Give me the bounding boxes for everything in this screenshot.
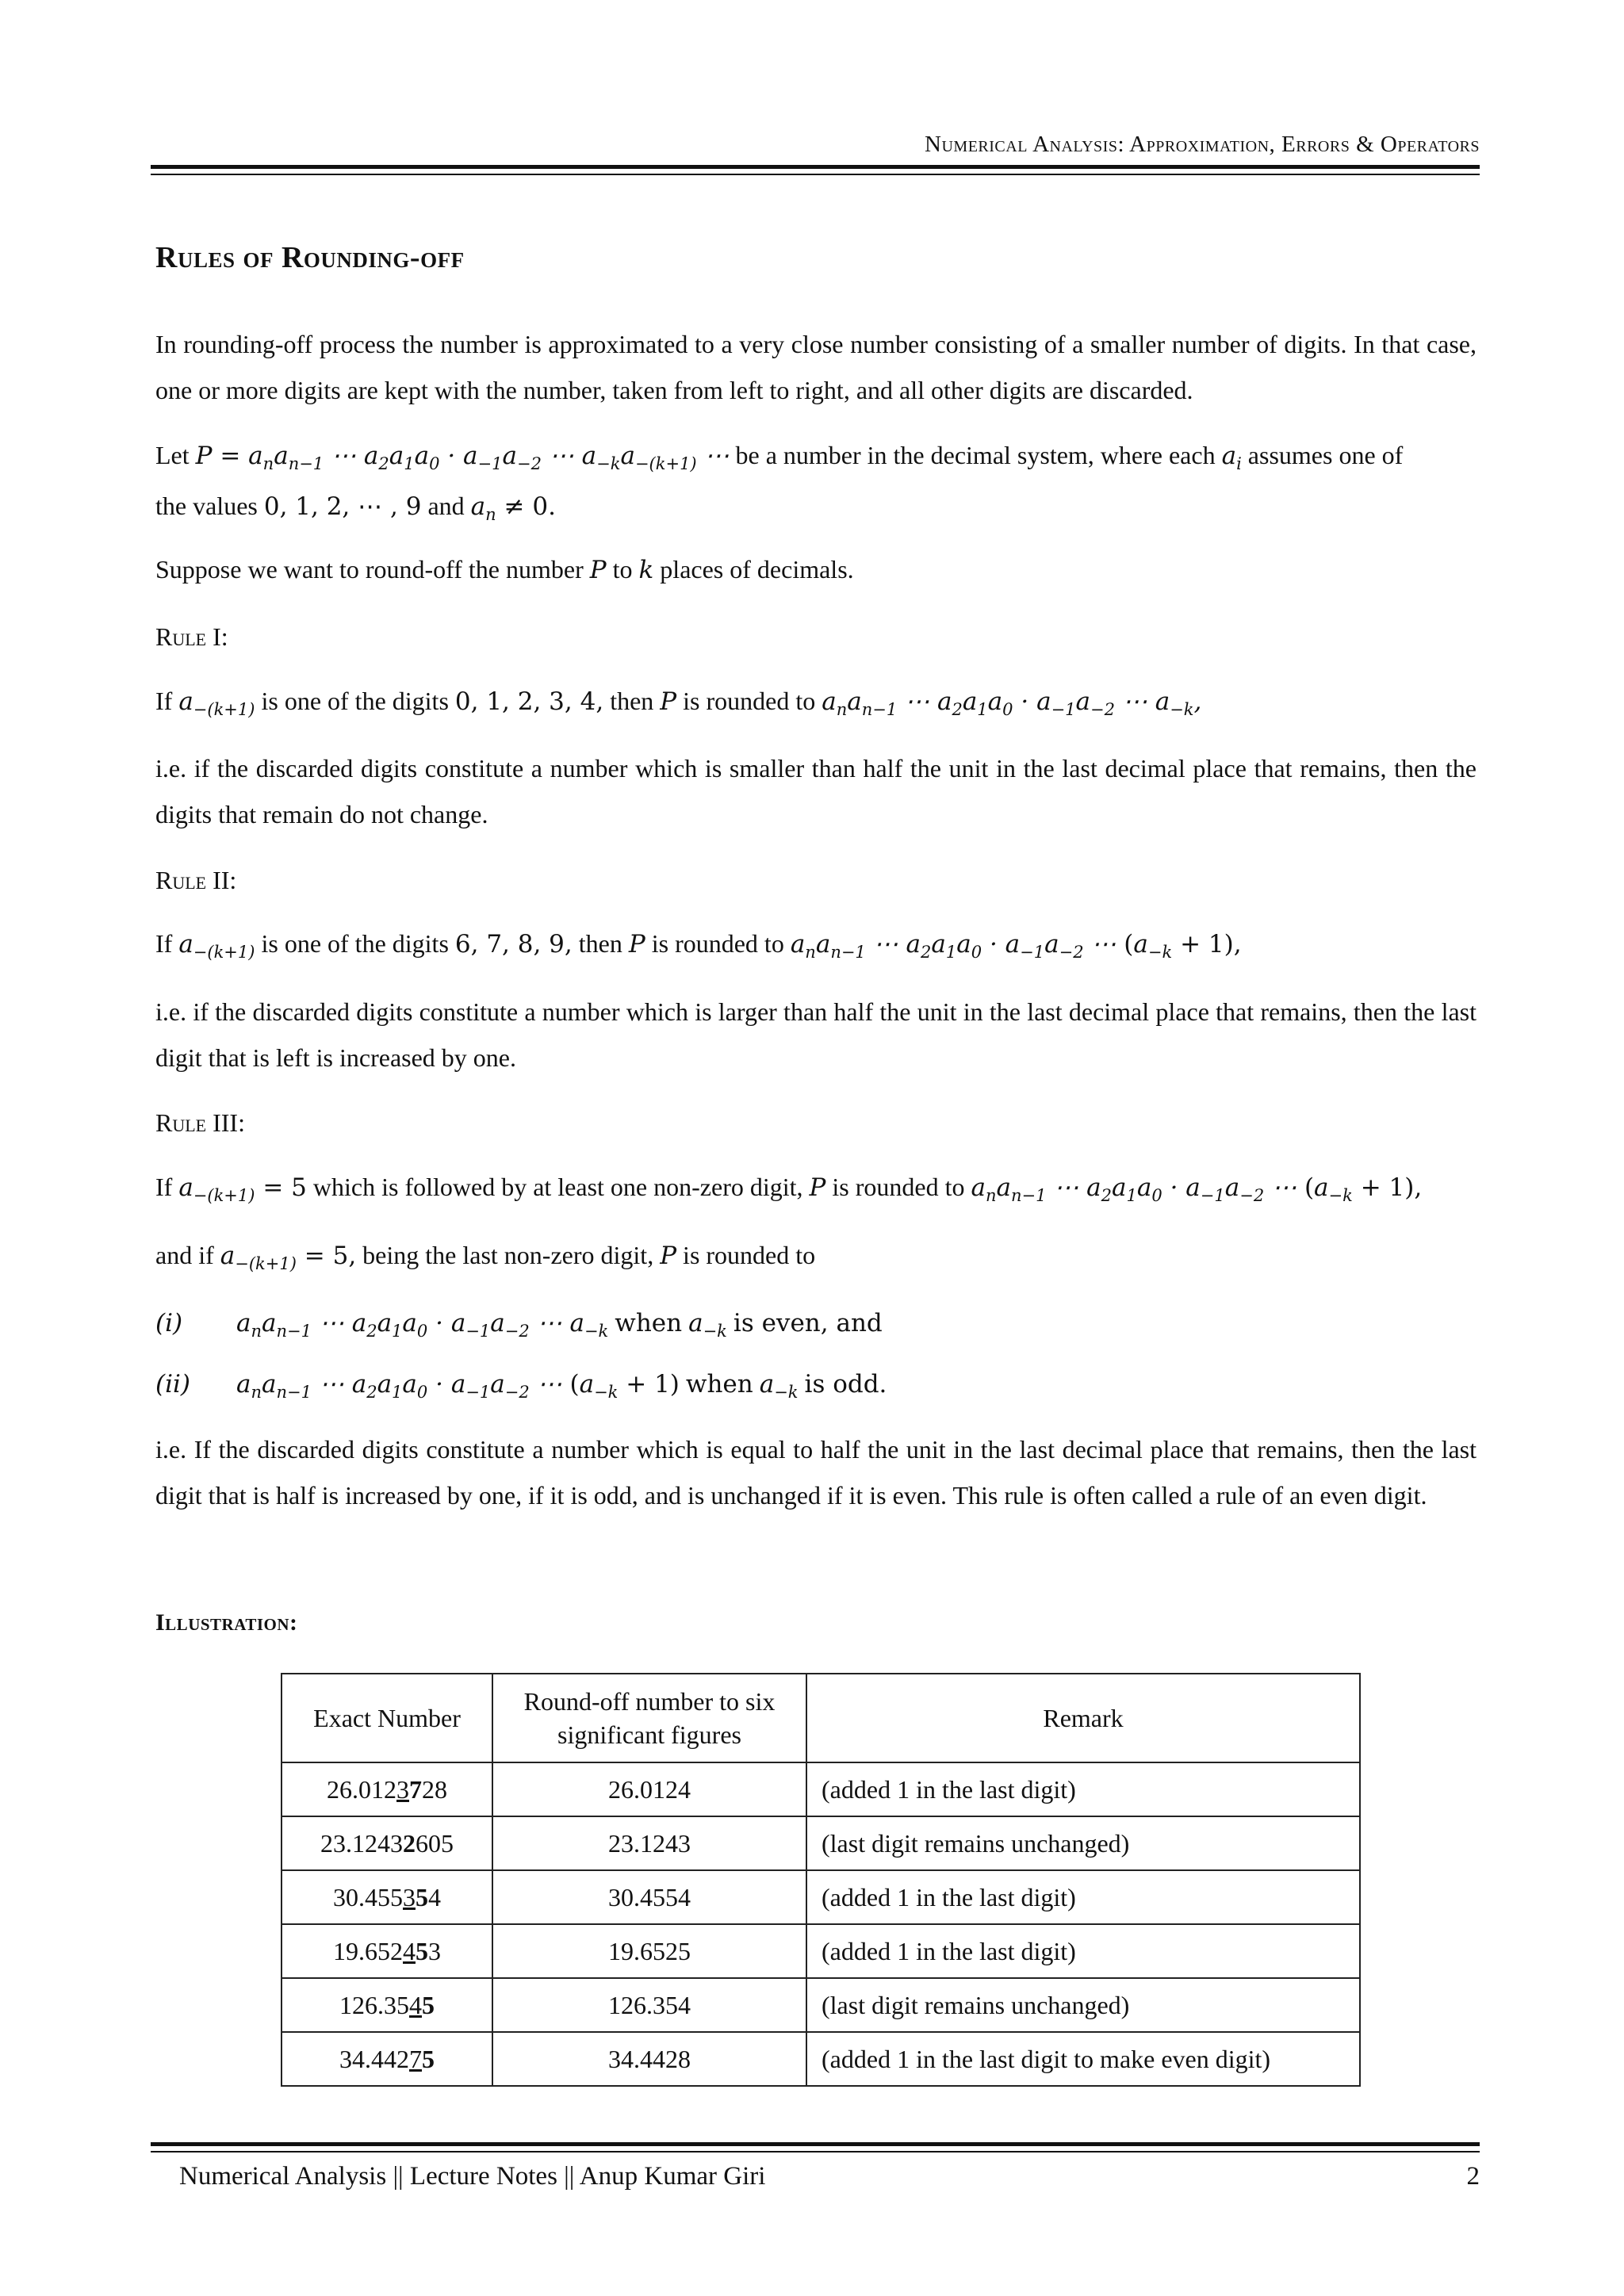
remark-cell: (last digit remains unchanged) (806, 1816, 1360, 1870)
math-discard-digit-equals-5: $a_{-(k+1)} = 5$, (220, 1242, 357, 1273)
condition-text: is one of the digits (261, 687, 449, 715)
rounded-text: is rounded to (832, 1173, 965, 1201)
exact-number-cell (282, 1870, 492, 1924)
footer-text: Numerical Analysis || Lecture Notes || Anup Kumar Giri (179, 2162, 766, 2191)
discarded-digit: 2 (403, 1828, 416, 1858)
table-row (282, 1978, 1360, 2032)
case-ii-label: (ii) (155, 1370, 191, 1399)
footer-rule-thin (151, 2151, 1480, 2152)
digit-list: 6, 7, 8, 9, (454, 930, 573, 959)
intro-paragraph: In rounding-off process the number is approximated to a very close number consisting of a smaller number of digits. In that case, one or more digits are kept with the number, taken from left to right, and all other digits are discarded. (155, 330, 1477, 404)
header-remark: Remark (806, 1674, 1360, 1762)
rounded-text: is rounded to (683, 687, 816, 715)
rule-3-case-ii (155, 1368, 1477, 1400)
condition-text: is one of the digits (261, 929, 449, 958)
table-row (282, 1816, 1360, 1870)
math-p: P (809, 1173, 826, 1202)
rounded-text: is rounded to (651, 929, 784, 958)
even-text: is even, and (733, 1309, 883, 1337)
remark-cell: (added 1 in the last digit) (806, 1762, 1360, 1816)
remark-cell: (added 1 in the last digit) (806, 1924, 1360, 1978)
rule-3-line-2 (155, 1239, 1477, 1272)
discarded-digit: 5 (416, 1882, 428, 1911)
places-text: places of decimals. (660, 555, 854, 584)
exact-prefix: 19.652 (333, 1936, 403, 1965)
exact-suffix: 28 (422, 1774, 447, 1804)
rounded-cell: 126.354 (492, 1978, 806, 2032)
rule-2-label: Rule II: (155, 866, 237, 894)
and-if-text: and if (155, 1241, 214, 1269)
running-header: Numerical Analysis: Approximation, Errors & Operators (925, 132, 1480, 157)
then-text: then (578, 929, 622, 958)
if-text: If (155, 929, 173, 958)
exact-prefix: 23.1243 (320, 1828, 403, 1858)
to-text: to (612, 555, 633, 584)
footer-rule-thick (151, 2142, 1480, 2146)
exact-prefix: 34.442 (339, 2044, 409, 2073)
exact-number-cell (282, 1978, 492, 2032)
math-number-p: $P = a_na_{n-1}$ ⋯ $a_2a_1a_0 \cdot a_{-1}a_{-2}$ ⋯ $a_{-k}a_{-(k+1)}$ ⋯ (195, 442, 730, 473)
rule-1-explanation: i.e. if the discarded digits constitute a number which is smaller than half the unit in the last decimal place that remains, then the digits that remain do not change. (155, 754, 1477, 828)
rounded-cell: 34.4428 (492, 2032, 806, 2086)
exact-number-cell (282, 1816, 492, 1870)
exact-suffix: 4 (428, 1882, 441, 1911)
case-i-label: (i) (155, 1309, 183, 1337)
rule-1-label: Rule I: (155, 622, 228, 651)
exact-prefix: 126.35 (339, 1990, 409, 2019)
rule-2-explanation: i.e. if the discarded digits constitute a number which is larger than half the unit in the last decimal place that remains, then the last digit that is left is increased by one. (155, 997, 1477, 1072)
exact-prefix: 26.012 (327, 1774, 396, 1804)
rounded-cell: 23.1243 (492, 1816, 806, 1870)
kept-digit: 3 (396, 1774, 409, 1804)
illustration-heading: Illustration: (155, 1609, 298, 1636)
math-an-nonzero: $a_n \ne 0$. (470, 492, 556, 524)
exact-suffix: 3 (428, 1936, 441, 1965)
table-row (282, 1762, 1360, 1816)
definition-text: be a number in the decimal system, where each (735, 441, 1216, 469)
discarded-digit: 5 (416, 1936, 428, 1965)
table-row (282, 1924, 1360, 1978)
suppose-text: Suppose we want to round-off the number (155, 555, 584, 584)
table-header-row (282, 1674, 1360, 1762)
digit-list: 0, 1, 2, 3, 4, (454, 687, 604, 716)
rule-3-case-i (155, 1307, 1477, 1339)
rule-3-label: Rule III: (155, 1108, 245, 1137)
rule-1-condition (155, 685, 1477, 718)
definition-paragraph-line1 (155, 439, 1477, 472)
remark-cell: (last digit remains unchanged) (806, 1978, 1360, 2032)
math-a-minus-k: $a_{-k}$ (688, 1309, 727, 1341)
kept-digit: 4 (403, 1936, 416, 1965)
rounded-text: is rounded to (683, 1241, 816, 1269)
page-number: 2 (1466, 2162, 1480, 2191)
table-row (282, 2032, 1360, 2086)
kept-digit: 3 (403, 1882, 416, 1911)
math-case-ii: $a_na_{n-1}$ ⋯ $a_2a_1a_0 \cdot a_{-1}a_{-2}$ ⋯ $(a_{-k} + 1)$ (236, 1370, 680, 1402)
rounded-cell: 19.6525 (492, 1924, 806, 1978)
kept-digit: 4 (409, 1990, 422, 2019)
odd-text: is odd. (804, 1370, 887, 1399)
and-text: and (427, 492, 465, 520)
suppose-paragraph (155, 553, 1477, 586)
header-exact-number: Exact Number (282, 1674, 492, 1762)
rounded-cell: 30.4554 (492, 1870, 806, 1924)
remark-cell: (added 1 in the last digit) (806, 1870, 1360, 1924)
exact-suffix: 605 (416, 1828, 454, 1858)
exact-number-cell (282, 1924, 492, 1978)
definition-paragraph-line2 (155, 490, 1477, 522)
header-rounded-number: Round-off number to six significant figures (492, 1674, 806, 1762)
exact-prefix: 30.455 (333, 1882, 403, 1911)
exact-number-cell (282, 1762, 492, 1816)
discarded-digit: 5 (422, 2044, 435, 2073)
math-rounded-result: $a_na_{n-1}$ ⋯ $a_2a_1a_0 \cdot a_{-1}a_{-2}$ ⋯ $(a_{-k} + 1)$, (971, 1173, 1423, 1205)
header-rule-thick (151, 165, 1480, 169)
when-text: when (615, 1309, 683, 1337)
math-ai: $a_i$ (1221, 442, 1242, 473)
table-row (282, 1870, 1360, 1924)
values-text: the values (155, 492, 258, 520)
math-k: k (638, 556, 654, 584)
rule-3-line-1 (155, 1171, 1477, 1203)
kept-digit: 7 (409, 2044, 422, 2073)
rule-2-condition (155, 928, 1477, 960)
then-text: then (610, 687, 654, 715)
if-text: If (155, 1173, 173, 1201)
when-text: when (685, 1370, 753, 1399)
math-discard-digit-equals-5: $a_{-(k+1)} = 5$ (178, 1173, 307, 1205)
math-p: P (660, 1242, 677, 1270)
math-rounded-result: $a_na_{n-1}$ ⋯ $a_2a_1a_0 \cdot a_{-1}a_{-2}$ ⋯ $a_{-k}$, (822, 687, 1202, 719)
let-text: Let (155, 441, 190, 469)
math-p: P (589, 556, 607, 584)
discarded-digit: 7 (409, 1774, 422, 1804)
exact-number-cell (282, 2032, 492, 2086)
header-rule-thin (151, 174, 1480, 175)
digit-values: 0, 1, 2, ⋯ , 9 (263, 492, 422, 521)
definition-text-end: assumes one of (1247, 441, 1404, 469)
math-discard-digit: $a_{-(k+1)}$ (178, 930, 255, 962)
illustration-table (281, 1673, 1361, 2087)
rule-3-explanation: i.e. If the discarded digits constitute a number which is equal to half the unit in the last decimal place that remains, then the last digit that is half is increased by one, if it is odd, and is unchanged if it is even. This rule is often called a rule of an even digit. (155, 1435, 1477, 1510)
rounded-cell: 26.0124 (492, 1762, 806, 1816)
discarded-digit: 5 (422, 1990, 435, 2019)
math-a-minus-k: $a_{-k}$ (759, 1370, 799, 1402)
remark-cell: (added 1 in the last digit to make even digit) (806, 2032, 1360, 2086)
math-discard-digit: $a_{-(k+1)}$ (178, 687, 255, 719)
condition-text: being the last non-zero digit, (362, 1241, 654, 1269)
condition-text: which is followed by at least one non-zero digit, (312, 1173, 803, 1201)
if-text: If (155, 687, 173, 715)
math-case-i: $a_na_{n-1}$ ⋯ $a_2a_1a_0 \cdot a_{-1}a_{-2}$ ⋯ $a_{-k}$ (236, 1309, 609, 1341)
math-p: P (628, 930, 645, 959)
math-p: P (660, 687, 677, 716)
section-title: Rules of Rounding-off (155, 241, 465, 274)
math-rounded-result: $a_na_{n-1}$ ⋯ $a_2a_1a_0 \cdot a_{-1}a_{-2}$ ⋯ $(a_{-k} + 1)$, (790, 930, 1242, 962)
